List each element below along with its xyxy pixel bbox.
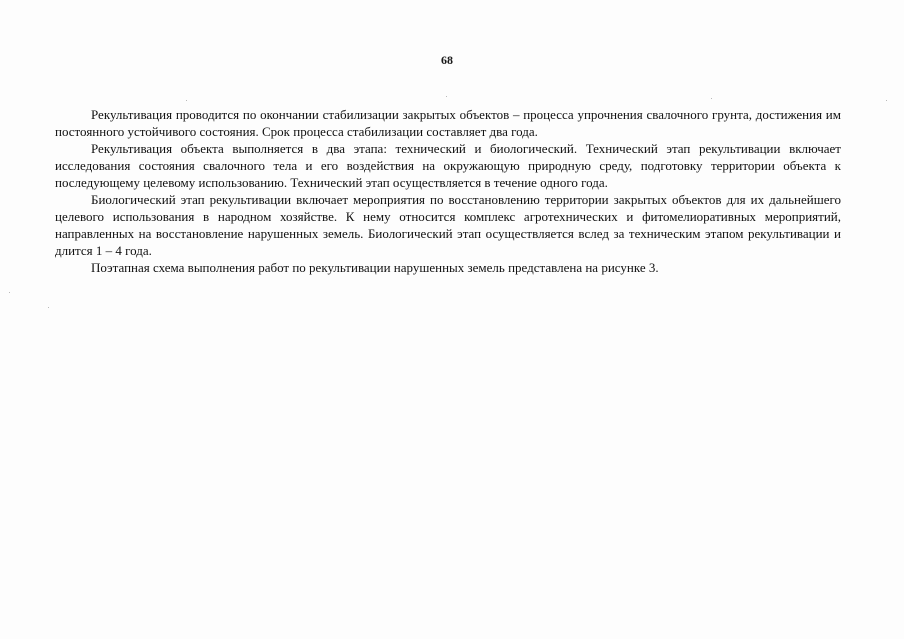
scan-speck [711, 98, 712, 99]
scan-speck [48, 307, 49, 308]
scan-speck [9, 292, 10, 293]
scan-speck [186, 100, 187, 101]
page-number: 68 [441, 53, 453, 67]
paragraph-scheme-reference: Поэтапная схема выполнения работ по рекультивации нарушенных земель представлена на рисунке 3. [91, 260, 659, 275]
paragraph-technical-stage: Рекультивация объекта выполняется в два этапа: технический и биологический. Технический этап рекультивации включает исследования состояния свалочного тела и его воздействия на окружающую природную среду, подготовку территории объекта к последующему целевому использованию. Технический этап осуществляется в течение одного года. [55, 141, 841, 190]
paragraph-biological-stage: Биологический этап рекультивации включает мероприятия по восстановлению территории закрытых объектов для их дальнейшего целевого использования в народном хозяйстве. К нему относится комплекс агротехнических и фитомелиоративных мероприятий, направленных на восстановление нарушенных земель. Биологический этап осуществляется вслед за техническим этапом рекультивации и длится 1 – 4 года. [55, 192, 841, 258]
scan-speck [446, 96, 447, 97]
body-text [55, 106, 841, 276]
scan-speck [886, 100, 887, 101]
paragraph-stabilization: Рекультивация проводится по окончании стабилизации закрытых объектов – процесса упрочнения свалочного грунта, достижения им постоянного устойчивого состояния. Срок процесса стабилизации составляет два года. [55, 107, 841, 139]
